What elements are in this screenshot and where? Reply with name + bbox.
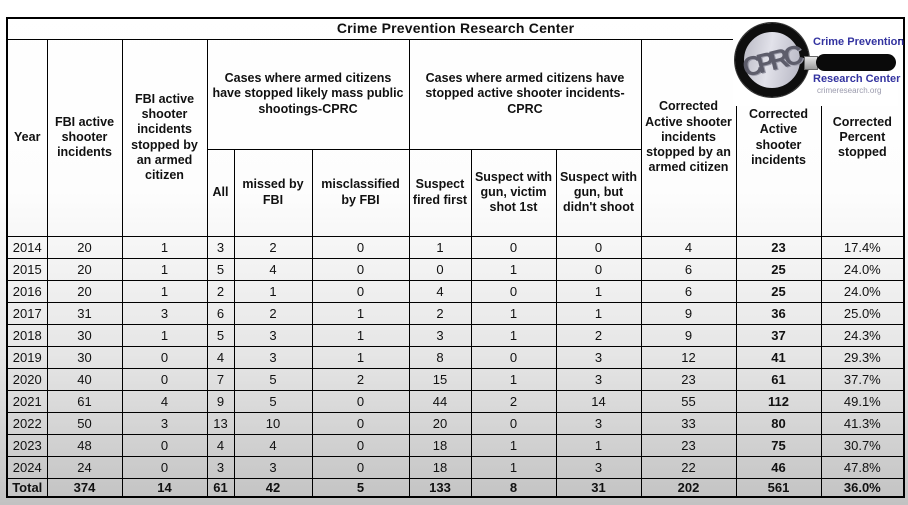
table-cell: 1 [471,302,556,324]
table-cell: 46 [736,456,821,478]
magnifier-handle-icon [816,54,896,71]
col-header-fbi-incidents: FBI active shooter incidents [47,39,122,236]
table-cell: 24 [47,456,122,478]
table-cell: 7 [207,368,234,390]
col-header-corrected-incidents: Corrected Active shooter incidents [736,39,821,236]
table-cell: 0 [312,258,409,280]
table-cell: 20 [47,280,122,302]
table-cell: 1 [312,324,409,346]
total-row [7,478,904,497]
table-cell: 31 [47,302,122,324]
table-cell: 24.0% [821,280,904,302]
table-cell: 41.3% [821,412,904,434]
logo-text-research-center: Research Center [813,73,901,85]
table-cell: 30 [47,346,122,368]
table-row [7,324,904,346]
table-cell: 4 [207,434,234,456]
table-row [7,346,904,368]
table-cell: 25 [736,280,821,302]
table-cell: 4 [641,236,736,258]
table-cell: 3 [207,456,234,478]
logo-text-crime-prevention: Crime Prevention [813,36,905,48]
table-cell: 8 [409,346,471,368]
table-cell: 80 [736,412,821,434]
table-cell: 0 [312,390,409,412]
table-cell: 37 [736,324,821,346]
table-cell: 25 [736,258,821,280]
table-cell: 41 [736,346,821,368]
col-header-corrected-stopped: Corrected Active shooter incidents stopped by an armed citizen [641,39,736,236]
table-cell: 23 [736,236,821,258]
table-cell: 42 [234,478,312,497]
table-cell: 202 [641,478,736,497]
table-cell: 3 [207,236,234,258]
table-cell: 3 [234,456,312,478]
table-cell: 36 [736,302,821,324]
col-header-suspect-fired-first: Suspect fired first [409,149,471,236]
table-cell: 2 [409,302,471,324]
row-label: 2021 [7,390,47,412]
table-cell: 133 [409,478,471,497]
table-cell: 3 [556,368,641,390]
table-cell: 1 [122,324,207,346]
col-header-year: Year [7,39,47,236]
table-cell: 20 [47,258,122,280]
table-cell: 31 [556,478,641,497]
table-cell: 2 [234,302,312,324]
table-cell: 6 [207,302,234,324]
table-cell: 18 [409,456,471,478]
table-cell: 5 [207,324,234,346]
table-cell: 4 [207,346,234,368]
table-cell: 1 [471,368,556,390]
cprc-logo [733,21,905,106]
table-cell: 24.0% [821,258,904,280]
table-cell: 5 [312,478,409,497]
col-header-suspect-didnt-shoot: Suspect with gun, but didn't shoot [556,149,641,236]
table-cell: 3 [409,324,471,346]
table-cell: 1 [234,280,312,302]
table-cell: 29.3% [821,346,904,368]
row-label: 2024 [7,456,47,478]
table-cell: 3 [234,346,312,368]
table-cell: 61 [207,478,234,497]
table-cell: 112 [736,390,821,412]
table-cell: 0 [312,456,409,478]
table-cell: 48 [47,434,122,456]
table-cell: 0 [312,434,409,456]
table-cell: 0 [471,346,556,368]
table-cell: 0 [471,280,556,302]
table-cell: 14 [556,390,641,412]
row-label: 2015 [7,258,47,280]
table-cell: 0 [409,258,471,280]
table-cell: 0 [122,368,207,390]
col-header-misclassified-by-fbi: misclassified by FBI [312,149,409,236]
table-cell: 4 [122,390,207,412]
col-header-corrected-percent: Corrected Percent stopped [821,39,904,236]
table-cell: 13 [207,412,234,434]
table-cell: 1 [312,346,409,368]
table-cell: 6 [641,258,736,280]
table-cell: 14 [122,478,207,497]
row-label: 2016 [7,280,47,302]
table-cell: 1 [122,280,207,302]
row-label: 2020 [7,368,47,390]
table-cell: 18 [409,434,471,456]
table-cell: 1 [409,236,471,258]
table-cell: 0 [122,456,207,478]
table-cell: 24.3% [821,324,904,346]
table-cell: 20 [409,412,471,434]
table-cell: 1 [471,324,556,346]
table-row [7,412,904,434]
table-cell: 1 [122,236,207,258]
table-cell: 9 [641,324,736,346]
table-cell: 1 [556,434,641,456]
table-cell: 20 [47,236,122,258]
row-label: 2019 [7,346,47,368]
col-header-all: All [207,149,234,236]
row-label: 2017 [7,302,47,324]
table-cell: 75 [736,434,821,456]
table-cell: 12 [641,346,736,368]
table-cell: 36.0% [821,478,904,497]
table-cell: 4 [234,434,312,456]
table-cell: 3 [234,324,312,346]
row-label: Total [7,478,47,497]
table-cell: 0 [556,236,641,258]
table-cell: 4 [234,258,312,280]
table-cell: 0 [122,346,207,368]
table-cell: 3 [556,412,641,434]
table-cell: 5 [207,258,234,280]
group-header-mass-shootings: Cases where armed citizens have stopped likely mass public shootings-CPRC [207,39,409,149]
table-cell: 0 [312,412,409,434]
table-cell: 3 [122,412,207,434]
table-cell: 3 [556,346,641,368]
table-cell: 3 [556,456,641,478]
row-label: 2023 [7,434,47,456]
col-header-fbi-stopped: FBI active shooter incidents stopped by an armed citizen [122,39,207,236]
col-header-suspect-victim-shot: Suspect with gun, victim shot 1st [471,149,556,236]
table-cell: 2 [207,280,234,302]
table-cell: 44 [409,390,471,412]
table-cell: 1 [471,258,556,280]
table-cell: 0 [312,236,409,258]
table-cell: 30.7% [821,434,904,456]
table-cell: 5 [234,390,312,412]
table-row [7,280,904,302]
table-cell: 561 [736,478,821,497]
table-cell: 17.4% [821,236,904,258]
table-cell: 2 [471,390,556,412]
table-title: Crime Prevention Research Center [7,18,904,39]
table-cell: 1 [556,302,641,324]
group-header-active-shooter: Cases where armed citizens have stopped active shooter incidents-CPRC [409,39,641,149]
logo-text-url: crimeresearch.org [817,86,882,95]
cprc-monogram: CPRC [739,39,802,83]
table-cell: 30 [47,324,122,346]
table-cell: 50 [47,412,122,434]
table-row [7,456,904,478]
table-cell: 6 [641,280,736,302]
table-cell: 1 [556,280,641,302]
row-label: 2022 [7,412,47,434]
table-cell: 1 [122,258,207,280]
table-cell: 2 [312,368,409,390]
table-cell: 5 [234,368,312,390]
magnifier-lens-icon [735,23,809,97]
table-cell: 61 [736,368,821,390]
table-row [7,434,904,456]
table-cell: 0 [122,434,207,456]
table-cell: 15 [409,368,471,390]
row-label: 2014 [7,236,47,258]
table-cell: 0 [471,236,556,258]
table-cell: 55 [641,390,736,412]
table-cell: 9 [207,390,234,412]
col-header-missed-by-fbi: missed by FBI [234,149,312,236]
table-cell: 22 [641,456,736,478]
table-cell: 1 [312,302,409,324]
table-cell: 1 [471,434,556,456]
table-cell: 23 [641,434,736,456]
table-cell: 1 [471,456,556,478]
table-row [7,390,904,412]
table-cell: 2 [556,324,641,346]
table-cell: 40 [47,368,122,390]
table-body [7,236,904,497]
table-cell: 25.0% [821,302,904,324]
table-cell: 4 [409,280,471,302]
table-row [7,302,904,324]
table-cell: 61 [47,390,122,412]
table-cell: 23 [641,368,736,390]
table-cell: 47.8% [821,456,904,478]
table-cell: 9 [641,302,736,324]
table-cell: 0 [312,280,409,302]
row-label: 2018 [7,324,47,346]
table-cell: 49.1% [821,390,904,412]
table-cell: 37.7% [821,368,904,390]
table-cell: 0 [471,412,556,434]
table-row [7,236,904,258]
table-cell: 0 [556,258,641,280]
table-row [7,368,904,390]
table-cell: 374 [47,478,122,497]
table-cell: 8 [471,478,556,497]
table-cell: 2 [234,236,312,258]
table-cell: 33 [641,412,736,434]
table-row [7,258,904,280]
table-cell: 10 [234,412,312,434]
table-cell: 3 [122,302,207,324]
